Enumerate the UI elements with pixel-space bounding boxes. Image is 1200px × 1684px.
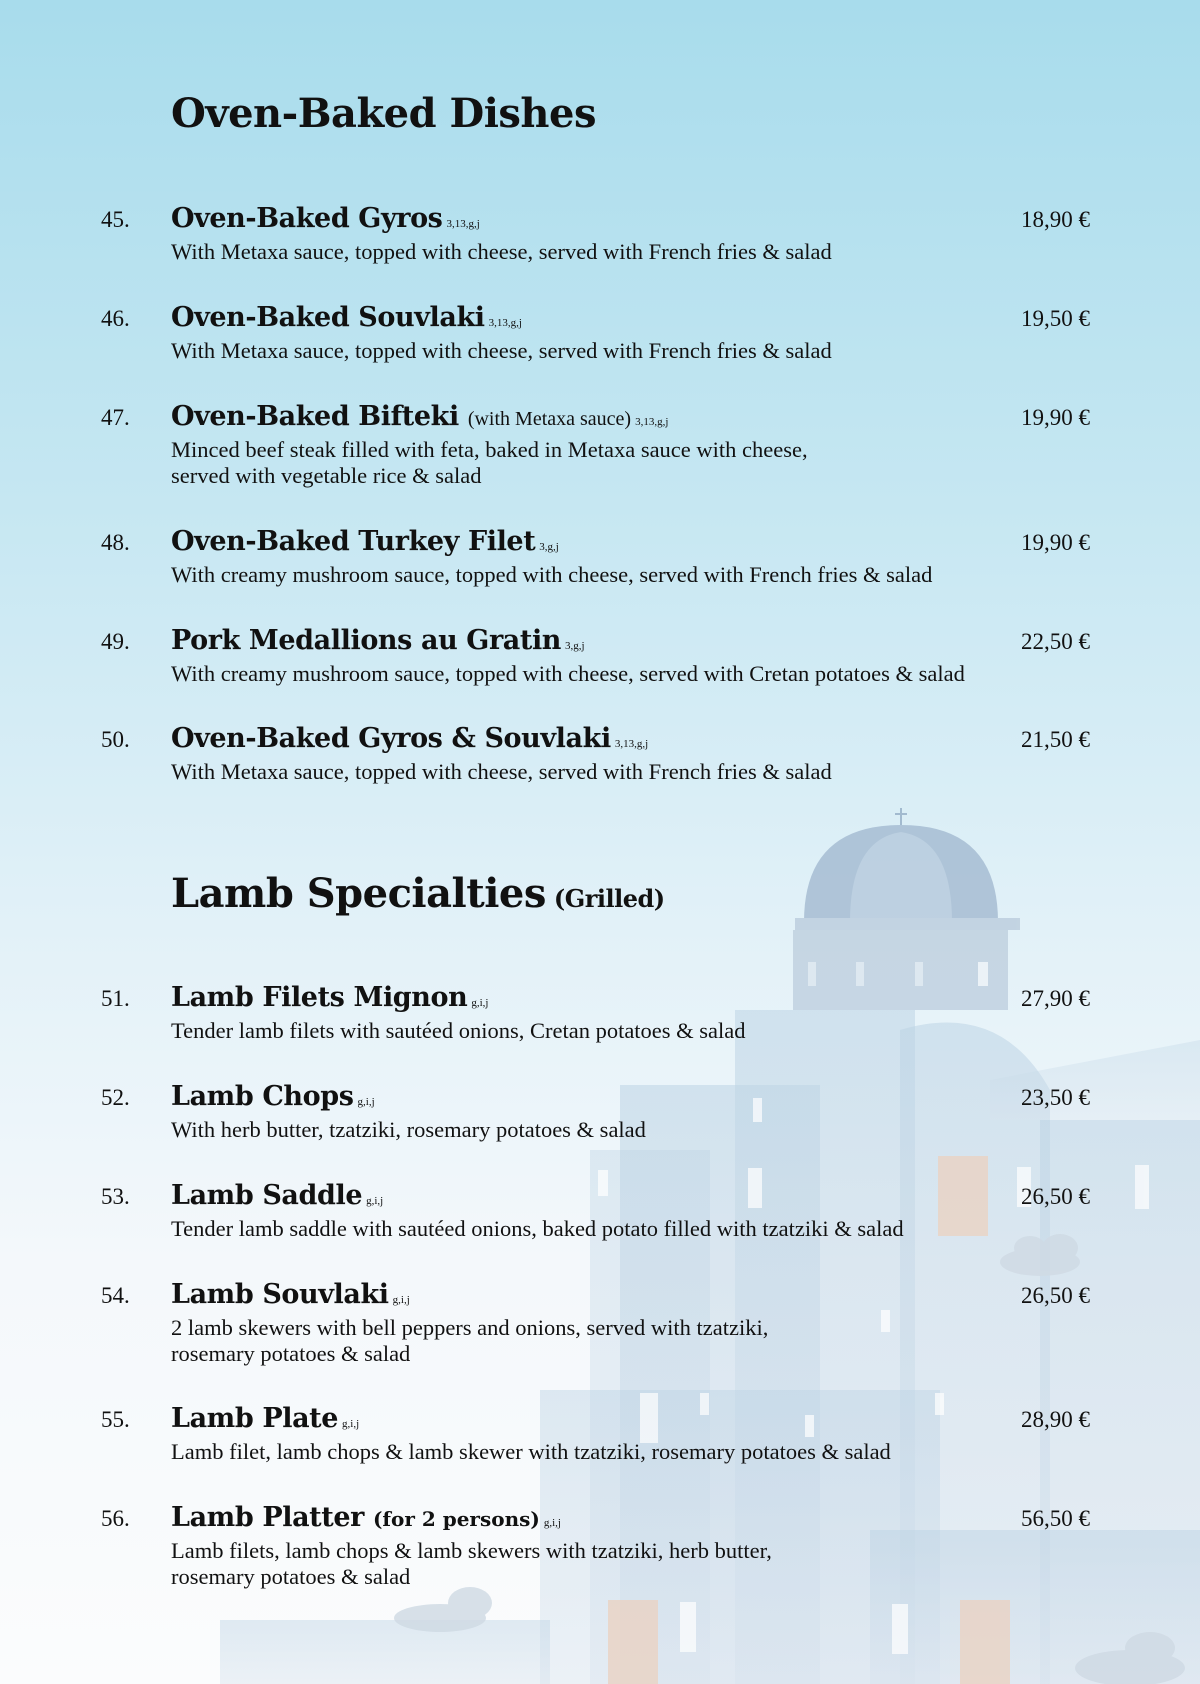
item-number: 55. xyxy=(101,1407,130,1432)
description-line: rosemary potatoes & salad xyxy=(171,1341,411,1366)
item-name-text: Oven-Baked Bifteki xyxy=(171,401,459,432)
item-name-text: Oven-Baked Gyros xyxy=(171,203,443,234)
item-name xyxy=(171,1502,561,1533)
description-line: rosemary potatoes & salad xyxy=(171,1564,411,1589)
item-price: 26,50 € xyxy=(1021,1184,1090,1209)
item-allergens: 3,13,g,j xyxy=(635,416,669,428)
item-name-text: Oven-Baked Souvlaki xyxy=(171,302,485,333)
item-number: 47. xyxy=(101,405,130,430)
item-description xyxy=(171,437,1071,489)
item-allergens: g,i,j xyxy=(366,1195,384,1207)
item-description xyxy=(171,1315,1071,1367)
item-name-text: Lamb Filets Mignon xyxy=(171,982,468,1013)
item-price: 21,50 € xyxy=(1021,727,1090,752)
item-name xyxy=(171,203,480,234)
item-note: (with Metaxa sauce) xyxy=(467,408,632,430)
description-line: 2 lamb skewers with bell peppers and onions, served with tzatziki, xyxy=(171,1315,769,1340)
item-description: With creamy mushroom sauce, topped with cheese, served with French fries & salad xyxy=(171,562,933,587)
item-name-text: Lamb Plate xyxy=(171,1403,339,1434)
item-description xyxy=(171,1538,1071,1590)
item-name xyxy=(171,1279,410,1310)
item-name-text: Lamb Souvlaki xyxy=(171,1279,389,1310)
item-name-text: Lamb Saddle xyxy=(171,1180,363,1211)
item-allergens: g,i,j xyxy=(471,997,489,1009)
item-number: 46. xyxy=(101,306,130,331)
item-name-text: Oven-Baked Turkey Filet xyxy=(171,526,536,557)
item-number: 54. xyxy=(101,1283,130,1308)
section-subtitle: (Grilled) xyxy=(553,884,665,913)
item-price: 22,50 € xyxy=(1021,629,1090,654)
item-allergens: 3,g,j xyxy=(565,640,585,652)
item-description: With Metaxa sauce, topped with cheese, served with French fries & salad xyxy=(171,239,832,264)
description-line: served with vegetable rice & salad xyxy=(171,463,482,488)
description-line: Minced beef steak filled with feta, baked in Metaxa sauce with cheese, xyxy=(171,437,808,462)
item-number: 49. xyxy=(101,629,130,654)
item-allergens: 3,13,g,j xyxy=(614,738,649,750)
item-name-text: Lamb Platter xyxy=(171,1502,364,1533)
item-number: 48. xyxy=(101,530,130,555)
item-price: 19,90 € xyxy=(1021,405,1090,430)
item-description: With Metaxa sauce, topped with cheese, served with French fries & salad xyxy=(171,759,832,784)
item-number: 45. xyxy=(101,207,130,232)
item-name-text: Pork Medallions au Gratin xyxy=(171,625,562,656)
item-number: 56. xyxy=(101,1506,130,1531)
item-name xyxy=(171,1403,359,1434)
item-name xyxy=(171,526,559,557)
item-description: Lamb filet, lamb chops & lamb skewer with tzatziki, rosemary potatoes & salad xyxy=(171,1439,891,1464)
item-number: 51. xyxy=(101,986,130,1011)
item-allergens: g,i,j xyxy=(357,1096,375,1108)
item-price: 18,90 € xyxy=(1021,207,1090,232)
item-price: 19,90 € xyxy=(1021,530,1090,555)
item-description: Tender lamb saddle with sautéed onions, baked potato filled with tzatziki & salad xyxy=(171,1216,904,1241)
item-price: 56,50 € xyxy=(1021,1506,1090,1531)
item-number: 53. xyxy=(101,1184,130,1209)
section-title-lamb xyxy=(171,870,665,917)
item-number: 50. xyxy=(101,727,130,752)
item-allergens: g,i,j xyxy=(543,1517,561,1529)
item-price: 26,50 € xyxy=(1021,1283,1090,1308)
item-name xyxy=(171,625,585,656)
description-line: Lamb filets, lamb chops & lamb skewers with tzatziki, herb butter, xyxy=(171,1538,772,1563)
item-allergens: g,i,j xyxy=(392,1294,410,1306)
item-name xyxy=(171,1081,375,1112)
item-name-text: Lamb Chops xyxy=(171,1081,354,1112)
item-description: With herb butter, tzatziki, rosemary potatoes & salad xyxy=(171,1117,646,1142)
item-price: 27,90 € xyxy=(1021,986,1090,1011)
item-allergens: 3,13,g,j xyxy=(446,218,480,230)
item-price: 28,90 € xyxy=(1021,1407,1090,1432)
item-allergens: g,i,j xyxy=(342,1418,360,1430)
item-allergens: 3,13,g,j xyxy=(488,317,522,329)
item-description: With Metaxa sauce, topped with cheese, served with French fries & salad xyxy=(171,338,832,363)
section-title-oven-baked xyxy=(171,90,596,137)
item-description: With creamy mushroom sauce, topped with cheese, served with Cretan potatoes & salad xyxy=(171,661,965,686)
item-name xyxy=(171,1180,383,1211)
section-title-text: Lamb Specialties xyxy=(171,870,546,917)
item-description: Tender lamb filets with sautéed onions, Cretan potatoes & salad xyxy=(171,1018,746,1043)
item-name xyxy=(171,982,488,1013)
item-name-text: Oven-Baked Gyros & Souvlaki xyxy=(171,723,611,754)
item-note: (for 2 persons) xyxy=(372,1507,540,1531)
item-price: 19,50 € xyxy=(1021,306,1090,331)
item-allergens: 3,g,j xyxy=(539,541,559,553)
item-price: 23,50 € xyxy=(1021,1085,1090,1110)
item-name xyxy=(171,401,668,432)
item-name xyxy=(171,302,522,333)
item-name xyxy=(171,723,648,754)
section-title-text: Oven-Baked Dishes xyxy=(171,90,596,137)
item-number: 52. xyxy=(101,1085,130,1110)
